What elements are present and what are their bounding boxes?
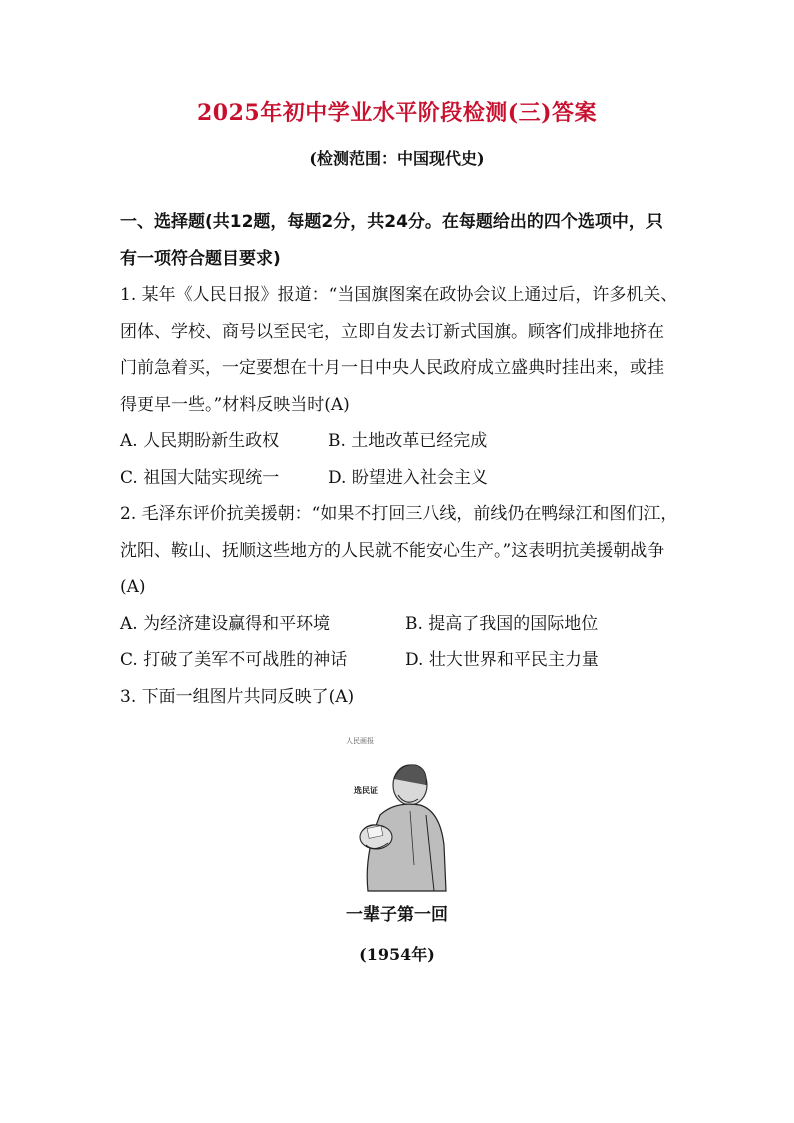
question-2-stem: 2. 毛泽东评价抗美援朝：“如果不打回三八线，前线仍在鸭绿江和图们江，沈阳、鞍山、抚顺这些地方的人民就不能安心生产。”这表明抗美援朝战争(A)	[120, 504, 678, 597]
document-body	[120, 204, 678, 715]
question-1-option-c: C. 祖国大陆实现统一	[120, 467, 280, 488]
voter-card-label: 选民证	[354, 786, 378, 795]
question-2-option-a: A. 为经济建设赢得和平环境	[120, 613, 331, 634]
question-1-options-row-1	[120, 423, 678, 460]
question-2-options-row-1	[120, 606, 678, 643]
question-2-options-row-2	[120, 642, 678, 679]
question-2-option-d: D. 壮大世界和平民主力量	[405, 650, 599, 670]
page-title: 2025年初中学业水平阶段检测(三)答案	[196, 100, 598, 126]
page-subtitle: (检测范围：中国现代史)	[309, 149, 485, 168]
question-2-option-b: B. 提高了我国的国际地位	[405, 613, 599, 634]
section-heading: 一、选择题(共12题，每题2分，共24分。在每题给出的四个选项中，只有一项符合题目要求)	[120, 212, 663, 269]
figure-top-text: 人民画报	[346, 737, 374, 745]
question-3-stem: 3. 下面一组图片共同反映了(A)	[120, 686, 355, 707]
figure-caption: 一辈子第一回	[346, 905, 448, 925]
elderly-man-drawing	[360, 765, 446, 891]
voter-illustration	[340, 735, 450, 893]
question-2-option-c: C. 打破了美军不可战胜的神话	[120, 650, 348, 670]
question-1-option-b: B. 土地改革已经完成	[328, 431, 488, 451]
question-1-option-a: A. 人民期盼新生政权	[120, 431, 280, 451]
question-1-option-d: D. 盼望进入社会主义	[328, 467, 488, 488]
question-1-stem: 1. 某年《人民日报》报道：“当国旗图案在政协会议上通过后，许多机关、团体、学校、商号以至民宅，立即自发去订新式国旗。顾客们成排地挤在门前急着买，一定要想在十月一日中央人民政府成立盛典时挂出来，或挂得更早一些。”材料反映当时(A)	[120, 285, 678, 415]
figure-year: (1954年)	[359, 945, 435, 964]
question-1-options-row-2	[120, 460, 678, 497]
